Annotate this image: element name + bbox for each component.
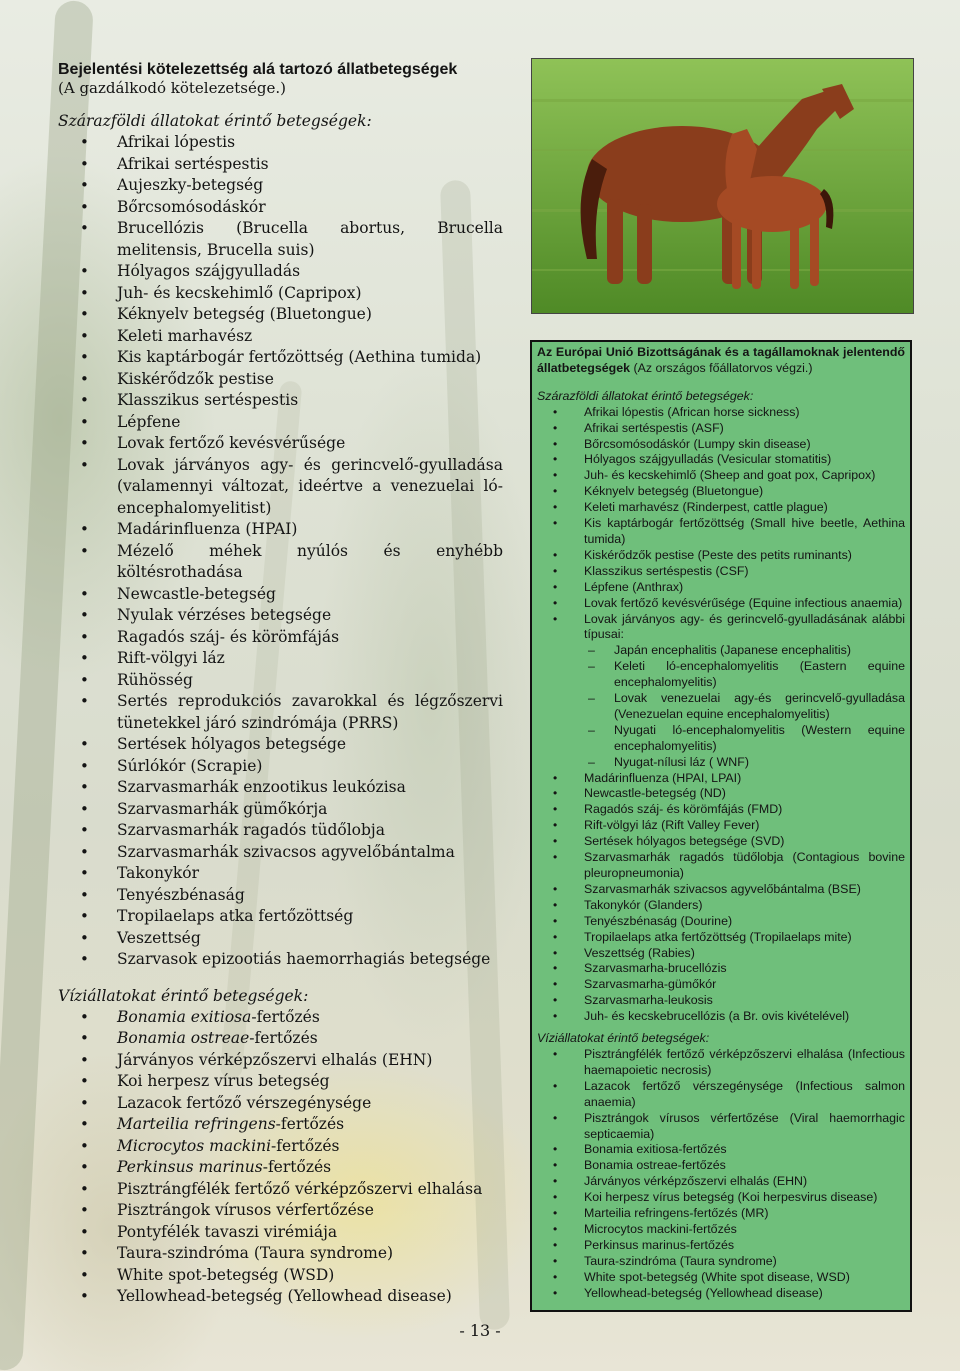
box-land-list-b	[537, 771, 905, 1026]
box-aquatic-item: • Yellowhead-betegség (Yellowhead disease)	[537, 1286, 905, 1302]
encephalitis-types-list	[537, 643, 905, 770]
disease-list-item: • Kis kaptárbogár fertőzöttség (Aethina tumida)	[58, 347, 503, 369]
disease-list-item: • Szarvasmarhák enzootikus leukózisa	[58, 777, 503, 799]
page-number: - 13 -	[459, 1321, 501, 1340]
disease-list-item: • Szarvasmarhák gümőkórja	[58, 799, 503, 821]
box-disease-item: • Tropilaelaps atka fertőzöttség (Tropilaelaps mite)	[537, 930, 905, 946]
disease-text: -fertőzés	[271, 1136, 340, 1155]
box-disease-item: • Kis kaptárbogár fertőzöttség (Small hive beetle, Aethina tumida)	[537, 516, 905, 548]
disease-text: Pontyfélék tavaszi virémiája	[117, 1222, 338, 1241]
box-disease-item: • Lépfene (Anthrax)	[537, 580, 905, 596]
aquatic-disease-item	[58, 1007, 503, 1029]
disease-text: Taura-szindróma (Taura syndrome)	[117, 1244, 394, 1262]
box-disease-item: • Kiskérődzők pestise (Peste des petits ruminants)	[537, 548, 905, 564]
box-disease-item: • Lovak fertőző kevésvérűsége (Equine infectious anaemia)	[537, 596, 905, 612]
disease-list-item: • Rühösség	[58, 670, 503, 692]
disease-list-item: • Newcastle-betegség	[58, 584, 503, 606]
box-heading-note: (Az országos főállatorvos végzi.)	[633, 360, 813, 375]
aquatic-disease-item	[58, 1222, 503, 1244]
disease-list-item: • Afrikai sertéspestis	[58, 154, 503, 176]
box-heading-text: Az Európai Unió Bizottságának és a tagállamoknak jelentendő állatbetegségek	[537, 345, 905, 375]
box-disease-item: • Sertések hólyagos betegsége (SVD)	[537, 834, 905, 850]
horse-photo	[531, 58, 914, 314]
aquatic-disease-item	[58, 1093, 503, 1115]
mandatory-notification-section	[58, 60, 503, 1308]
disease-text: Járványos vérképzőszervi elhalás (EHN)	[117, 1050, 433, 1069]
box-aquatic-item: • Taura-szindróma (Taura syndrome)	[537, 1254, 905, 1270]
disease-list-item: • Aujeszky-betegség	[58, 175, 503, 197]
disease-list-item: • Tenyészbénaság	[58, 885, 503, 907]
box-aquatic-item: • Lazacok fertőző vérszegénysége (Infectious salmon anaemia)	[537, 1079, 905, 1111]
box-disease-item: • Afrikai lópestis (African horse sickness)	[537, 405, 905, 421]
species-name: Marteilia refringens	[117, 1115, 276, 1133]
box-disease-item: • Szarvasmarhák ragadós tüdőlobja (Contagious bovine pleuropneumonia)	[537, 850, 905, 882]
disease-list-item: • Tropilaelaps atka fertőzöttség	[58, 906, 503, 928]
species-name: Microcytos mackini	[117, 1136, 272, 1155]
disease-list-item: • Kiskérődzők pestise	[58, 369, 503, 391]
disease-list-item: • Nyulak vérzéses betegsége	[58, 605, 503, 627]
box-disease-item: • Juh- és kecskebrucellózis (a Br. ovis kivételével)	[537, 1009, 905, 1025]
box-disease-item: • Takonykór (Glanders)	[537, 898, 905, 914]
encephalitis-type-item: – Nyugati ló-encephalomyelitis (Western equine encephalomyelitis)	[584, 723, 905, 755]
disease-list-item: • Lovak járványos agy- és gerincvelő-gyulladása (valamennyi változat, ideértve a venezuelai ló-encephalomyelitist)	[58, 455, 503, 520]
disease-text: Lazacok fertőző vérszegénysége	[117, 1093, 372, 1112]
box-aquatic-item: • Járványos vérképzőszervi elhalás (EHN)	[537, 1174, 905, 1190]
box-disease-item: • Bőrcsomósodáskór (Lumpy skin disease)	[537, 437, 905, 453]
disease-text: -fertőzés	[262, 1158, 332, 1176]
disease-list-item: • Keleti marhavész	[58, 326, 503, 348]
aquatic-disease-item	[58, 1179, 503, 1201]
box-disease-item: • Newcastle-betegség (ND)	[537, 786, 905, 802]
aquatic-disease-item	[58, 1157, 503, 1179]
box-land-list-a	[537, 405, 905, 644]
mare-and-foal-image	[532, 59, 913, 313]
disease-list-item: • Hólyagos szájgyulladás	[58, 261, 503, 283]
disease-list-item: • Rift-völgyi láz	[58, 648, 503, 670]
box-aquatic-item: • Marteilia refringens-fertőzés (MR)	[537, 1206, 905, 1222]
section-subheading: (A gazdálkodó kötelezetsége.)	[58, 79, 286, 97]
aquatic-disease-item	[58, 1286, 503, 1308]
box-disease-item: • Ragadós száj- és körömfájás (FMD)	[537, 802, 905, 818]
disease-list-item: • Lovak fertőző kevésvérűsége	[58, 433, 503, 455]
aquatic-disease-item	[58, 1265, 503, 1287]
box-aquatic-item: • Pisztrángfélék fertőző vérképzőszervi elhalása (Infectious haemapoietic necrosis)	[537, 1047, 905, 1079]
aquatic-disease-item	[58, 1136, 503, 1158]
land-disease-list	[58, 132, 503, 971]
disease-list-item: • Mézelő méhek nyúlós és enyhébb költésrothadása	[58, 541, 503, 584]
box-aquatic-title: Víziállatokat érintő betegségek:	[537, 1031, 710, 1046]
box-disease-item: • Madárinfluenza (HPAI, LPAI)	[537, 771, 905, 787]
disease-list-item: • Lépfene	[58, 412, 503, 434]
box-disease-item: • Szarvasmarha-gümőkór	[537, 977, 905, 993]
box-aquatic-item: • Bonamia exitiosa-fertőzés	[537, 1142, 905, 1158]
disease-list-item: • Ragadós száj- és körömfájás	[58, 627, 503, 649]
disease-list-item: • Veszettség	[58, 928, 503, 950]
eu-reportable-diseases-box	[530, 340, 912, 1312]
box-disease-item: • Klasszikus sertéspestis (CSF)	[537, 564, 905, 580]
box-disease-item: • Szarvasmarha-brucellózis	[537, 961, 905, 977]
box-disease-item: • Lovak járványos agy- és gerincvelő-gyulladásának alábbi típusai:	[537, 612, 905, 644]
species-name: Bonamia exitiosa	[117, 1007, 252, 1026]
aquatic-disease-item	[58, 1071, 503, 1093]
aquatic-disease-item	[58, 1050, 503, 1072]
species-name: Bonamia ostreae	[117, 1029, 250, 1047]
box-disease-item: • Tenyészbénaság (Dourine)	[537, 914, 905, 930]
disease-list-item: • Sertés reprodukciós zavarokkal és légzőszervi tünetekkel járó szindrómája (PRRS)	[58, 691, 503, 734]
disease-list-item: • Bőrcsomósodáskór	[58, 197, 503, 219]
box-disease-item: • Hólyagos szájgyulladás (Vesicular stomatitis)	[537, 452, 905, 468]
encephalitis-type-item: – Nyugat-nílusi láz ( WNF)	[584, 755, 905, 771]
disease-text: Pisztrángok vírusos vérfertőzése	[117, 1201, 374, 1219]
aquatic-animals-title: Víziállatokat érintő betegségek:	[58, 986, 309, 1005]
disease-list-item: • Takonykór	[58, 863, 503, 885]
disease-list-item: • Afrikai lópestis	[58, 132, 503, 154]
box-disease-item: • Szarvasmarha-leukosis	[537, 993, 905, 1009]
disease-list-item: • Brucellózis (Brucella abortus, Brucella melitensis, Brucella suis)	[58, 218, 503, 261]
aquatic-disease-item	[58, 1114, 503, 1136]
encephalitis-type-item: – Keleti ló-encephalomyelitis (Eastern equine encephalomyelitis)	[584, 659, 905, 691]
box-disease-item: • Veszettség (Rabies)	[537, 946, 905, 962]
box-disease-item: • Szarvasmarhák szivacsos agyvelőbántalma (BSE)	[537, 882, 905, 898]
box-aquatic-item: • White spot-betegség (White spot disease, WSD)	[537, 1270, 905, 1286]
box-disease-item: • Afrikai sertéspestis (ASF)	[537, 421, 905, 437]
box-heading	[537, 345, 905, 377]
box-aquatic-item: • Bonamia ostreae-fertőzés	[537, 1158, 905, 1174]
disease-list-item: • Szarvasmarhák szivacsos agyvelőbántalma	[58, 842, 503, 864]
box-disease-item: • Juh- és kecskehimlő (Sheep and goat pox, Capripox)	[537, 468, 905, 484]
disease-text: Koi herpesz vírus betegség	[117, 1072, 330, 1090]
disease-text: Pisztrángfélék fertőző vérképzőszervi elhalása	[117, 1179, 483, 1198]
disease-list-item: • Klasszikus sertéspestis	[58, 390, 503, 412]
aquatic-disease-item	[58, 1243, 503, 1265]
disease-list-item: • Súrlókór (Scrapie)	[58, 756, 503, 778]
disease-list-item: • Sertések hólyagos betegsége	[58, 734, 503, 756]
section-heading: Bejelentési kötelezettség alá tartozó állatbetegségek	[58, 61, 458, 78]
disease-text: Yellowhead-betegség (Yellowhead disease)	[117, 1287, 452, 1305]
box-aquatic-item: • Pisztrángok vírusos vérfertőzése (Viral haemorrhagic septicaemia)	[537, 1111, 905, 1143]
disease-text: -fertőzés	[251, 1007, 320, 1026]
box-land-title: Szárazföldi állatokat érintő betegségek:	[537, 388, 754, 403]
aquatic-disease-item	[58, 1028, 503, 1050]
box-disease-item: • Keleti marhavész (Rinderpest, cattle plague)	[537, 500, 905, 516]
disease-list-item: • Juh- és kecskehimlő (Capripox)	[58, 283, 503, 305]
disease-list-item: • Kéknyelv betegség (Bluetongue)	[58, 304, 503, 326]
box-aquatic-item: • Koi herpesz vírus betegség (Koi herpesvirus disease)	[537, 1190, 905, 1206]
disease-text: White spot-betegség (WSD)	[117, 1265, 335, 1284]
box-disease-item: • Kéknyelv betegség (Bluetongue)	[537, 484, 905, 500]
aquatic-disease-item	[58, 1200, 503, 1222]
disease-text: -fertőzés	[249, 1029, 318, 1047]
box-aquatic-list	[537, 1047, 905, 1302]
encephalitis-type-item: – Lovak venezuelai agy-és gerincvelő-gyulladása (Venezuelan equine encephalomyelitis)	[584, 691, 905, 723]
land-animals-title: Szárazföldi állatokat érintő betegségek:	[58, 112, 372, 130]
box-aquatic-item: • Perkinsus marinus-fertőzés	[537, 1238, 905, 1254]
aquatic-disease-list	[58, 1007, 503, 1308]
disease-list-item: • Szarvasmarhák ragadós tüdőlobja	[58, 820, 503, 842]
species-name: Perkinsus marinus	[117, 1158, 263, 1176]
box-aquatic-item: • Microcytos mackini-fertőzés	[537, 1222, 905, 1238]
encephalitis-type-item: – Japán encephalitis (Japanese encephalitis)	[584, 643, 905, 659]
disease-text: -fertőzés	[275, 1115, 345, 1133]
box-disease-item: • Rift-völgyi láz (Rift Valley Fever)	[537, 818, 905, 834]
disease-list-item: • Madárinfluenza (HPAI)	[58, 519, 503, 541]
disease-list-item: • Szarvasok epizootiás haemorrhagiás betegsége	[58, 949, 503, 971]
